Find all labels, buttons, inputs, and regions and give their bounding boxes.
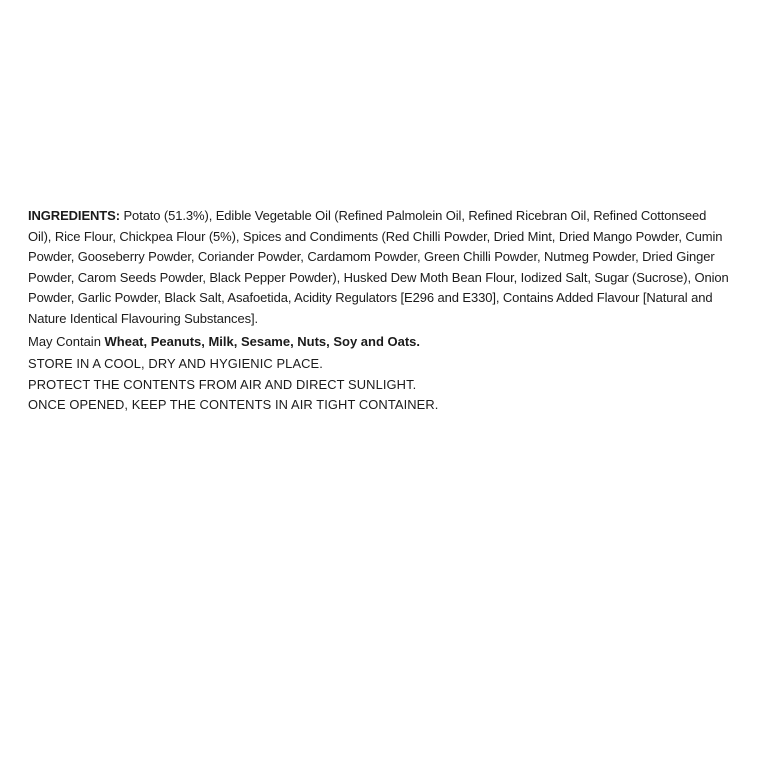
may-contain-allergens: Wheat, Peanuts, Milk, Sesame, Nuts, Soy and Oats. (104, 333, 420, 349)
packaging-label-text-block (28, 206, 742, 415)
may-contain-paragraph (28, 332, 731, 353)
storage-instruction-line: STORE IN A COOL, DRY AND HYGIENIC PLACE. (28, 356, 323, 372)
ingredients-heading: INGREDIENTS: (28, 208, 120, 223)
storage-instruction-line: PROTECT THE CONTENTS FROM AIR AND DIRECT SUNLIGHT. (28, 376, 417, 392)
ingredients-paragraph (28, 206, 731, 330)
ingredients-list-text: Potato (51.3%), Edible Vegetable Oil (Refined Palmolein Oil, Refined Ricebran Oil, Refined Cottonseed Oil), Rice Flour, Chickpea Flour (5%), Spices and Condiments (Red Chilli Powder, Dried Mint, Dried Mango Powder, Cumin Powder, Gooseberry Powder, Coriander Powder, Cardamom Powder, Green Chilli Powder, Nutmeg Powder, Dried Ginger Powder, Carom Seeds Powder, Black Pepper Powder), Husked Dew Moth Bean Flour, Iodized Salt, Sugar (Sucrose), Onion Powder, Garlic Powder, Black Salt, Asafoetida, Acidity Regulators [E296 and E330], Contains Added Flavour [Natural and Nature Identical Flavouring Substances]. (28, 208, 729, 326)
storage-instructions-list (28, 354, 742, 415)
may-contain-prefix: May Contain (28, 333, 105, 349)
storage-instruction-line: ONCE OPENED, KEEP THE CONTENTS IN AIR TIGHT CONTAINER. (28, 396, 439, 412)
